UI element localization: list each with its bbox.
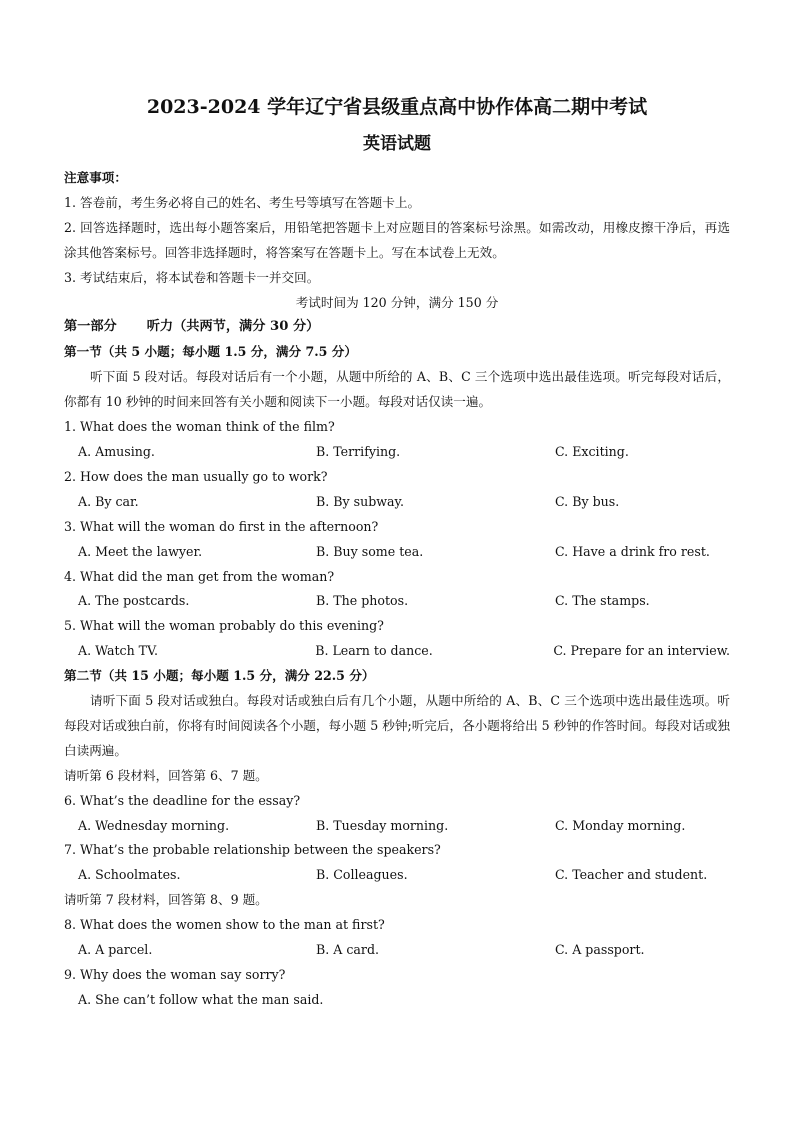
options [64, 490, 730, 515]
option-a: A. A parcel. [78, 942, 153, 958]
option-c: C. A passport. [555, 942, 645, 958]
question-2 [64, 465, 730, 515]
question-text: 3. What will the woman do first in the afternoon? [64, 518, 379, 534]
question-text: 5. What will the woman probably do this evening? [64, 618, 384, 634]
option-a: A. She can’t follow what the man said. [78, 991, 324, 1007]
notice-item-1: 1. 答卷前，考生务必将自己的姓名、考生号等填写在答题卡上。 [64, 194, 421, 210]
part1-title: 听力（共两节，满分 30 分） [146, 319, 320, 335]
question-text: 2. How does the man usually go to work? [64, 468, 328, 484]
section1-instruction: 听下面 5 段对话。每段对话后有一个小题，从题中所给的 A、B、C 三个选项中选出最佳选项。听完每段对话后，你都有 10 秒钟的时间来回答有关小题和阅读下一小题。每段对话仅读一遍。 [64, 369, 730, 410]
option-b: B. By subway. [316, 493, 405, 509]
option-a: A. Meet the lawyer. [78, 543, 203, 559]
question-1 [64, 415, 730, 465]
notice-heading: 注意事项： [64, 170, 127, 185]
options [64, 938, 730, 963]
option-a: A. Wednesday morning. [78, 817, 230, 833]
option-b: B. Learn to dance. [315, 643, 433, 659]
question-text: 6. What’s the deadline for the essay? [64, 792, 301, 808]
question-text: 1. What does the woman think of the film? [64, 419, 335, 435]
section2-instruction: 请听下面 5 段对话或独白。每段对话或独白后有几个小题，从题中所给的 A、B、C 三个选项中选出最佳选项。听每段对话或独白前，你将有时间阅读各个小题，每小题 5 秒钟;听完后，各小题将给出 5 秒钟的作答时间。每段对话或独白读两遍。 [64, 693, 730, 758]
material-7-note: 请听第 7 段材料，回答第 8、9 题。 [64, 892, 268, 908]
option-a: A. Amusing. [78, 443, 155, 459]
option-c: C. By bus. [555, 493, 620, 509]
question-text: 7. What’s the probable relationship between the speakers? [64, 842, 441, 858]
option-b: B. Tuesday morning. [316, 817, 449, 833]
question-3 [64, 515, 730, 565]
question-4 [64, 565, 730, 615]
option-c: C. Have a drink fro rest. [555, 543, 710, 559]
option-b: B. The photos. [316, 593, 409, 609]
option-c: C. Prepare for an interview. [553, 643, 730, 659]
options [64, 639, 730, 664]
option-b: B. Terrifying. [316, 443, 401, 459]
exam-subtitle: 英语试题 [363, 134, 431, 154]
exam-title: 2023-2024 学年辽宁省县级重点高中协作体高二期中考试 [146, 96, 648, 118]
section2-heading: 第二节（共 15 小题；每小题 1.5 分，满分 22.5 分） [64, 668, 375, 684]
option-b: B. A card. [316, 942, 380, 958]
option-a: A. Schoolmates. [78, 867, 181, 883]
part1-label: 第一部分 [64, 319, 117, 335]
question-9 [64, 963, 730, 1013]
question-text: 9. Why does the woman say sorry? [64, 967, 286, 982]
options [64, 440, 730, 465]
question-6 [64, 789, 730, 839]
question-7 [64, 838, 730, 888]
material-6-note: 请听第 6 段材料，回答第 6、7 题。 [64, 767, 268, 783]
options [64, 540, 730, 565]
option-a: A. The postcards. [78, 593, 190, 609]
exam-info: 考试时间为 120 分钟，满分 150 分 [295, 294, 499, 310]
option-a: A. Watch TV. [78, 643, 158, 659]
question-8 [64, 913, 730, 963]
option-c: C. Teacher and student. [555, 867, 708, 883]
option-c: C. The stamps. [555, 593, 650, 609]
section1-heading: 第一节（共 5 小题；每小题 1.5 分，满分 7.5 分） [64, 344, 357, 360]
options [64, 863, 730, 888]
options [64, 814, 730, 839]
question-text: 4. What did the man get from the woman? [64, 568, 335, 584]
option-a: A. By car. [78, 493, 139, 509]
option-b: B. Buy some tea. [316, 543, 424, 559]
question-text: 8. What does the women show to the man at first? [64, 917, 385, 933]
question-5 [64, 614, 730, 664]
notice-item-2: 2. 回答选择题时，选出每小题答案后，用铅笔把答题卡上对应题目的答案标号涂黑。如需改动，用橡皮擦干净后，再选涂其他答案标号。回答非选择题时，将答案写在答题卡上。写在本试卷上无效。 [64, 219, 730, 260]
notice-item-3: 3. 考试结束后，将本试卷和答题卡一并交回。 [64, 269, 320, 285]
option-c: C. Exciting. [555, 443, 629, 459]
option-c: C. Monday morning. [555, 817, 686, 833]
part1-heading [64, 315, 730, 340]
options [64, 589, 730, 614]
option-b: B. Colleagues. [316, 867, 408, 883]
options [64, 988, 730, 1013]
